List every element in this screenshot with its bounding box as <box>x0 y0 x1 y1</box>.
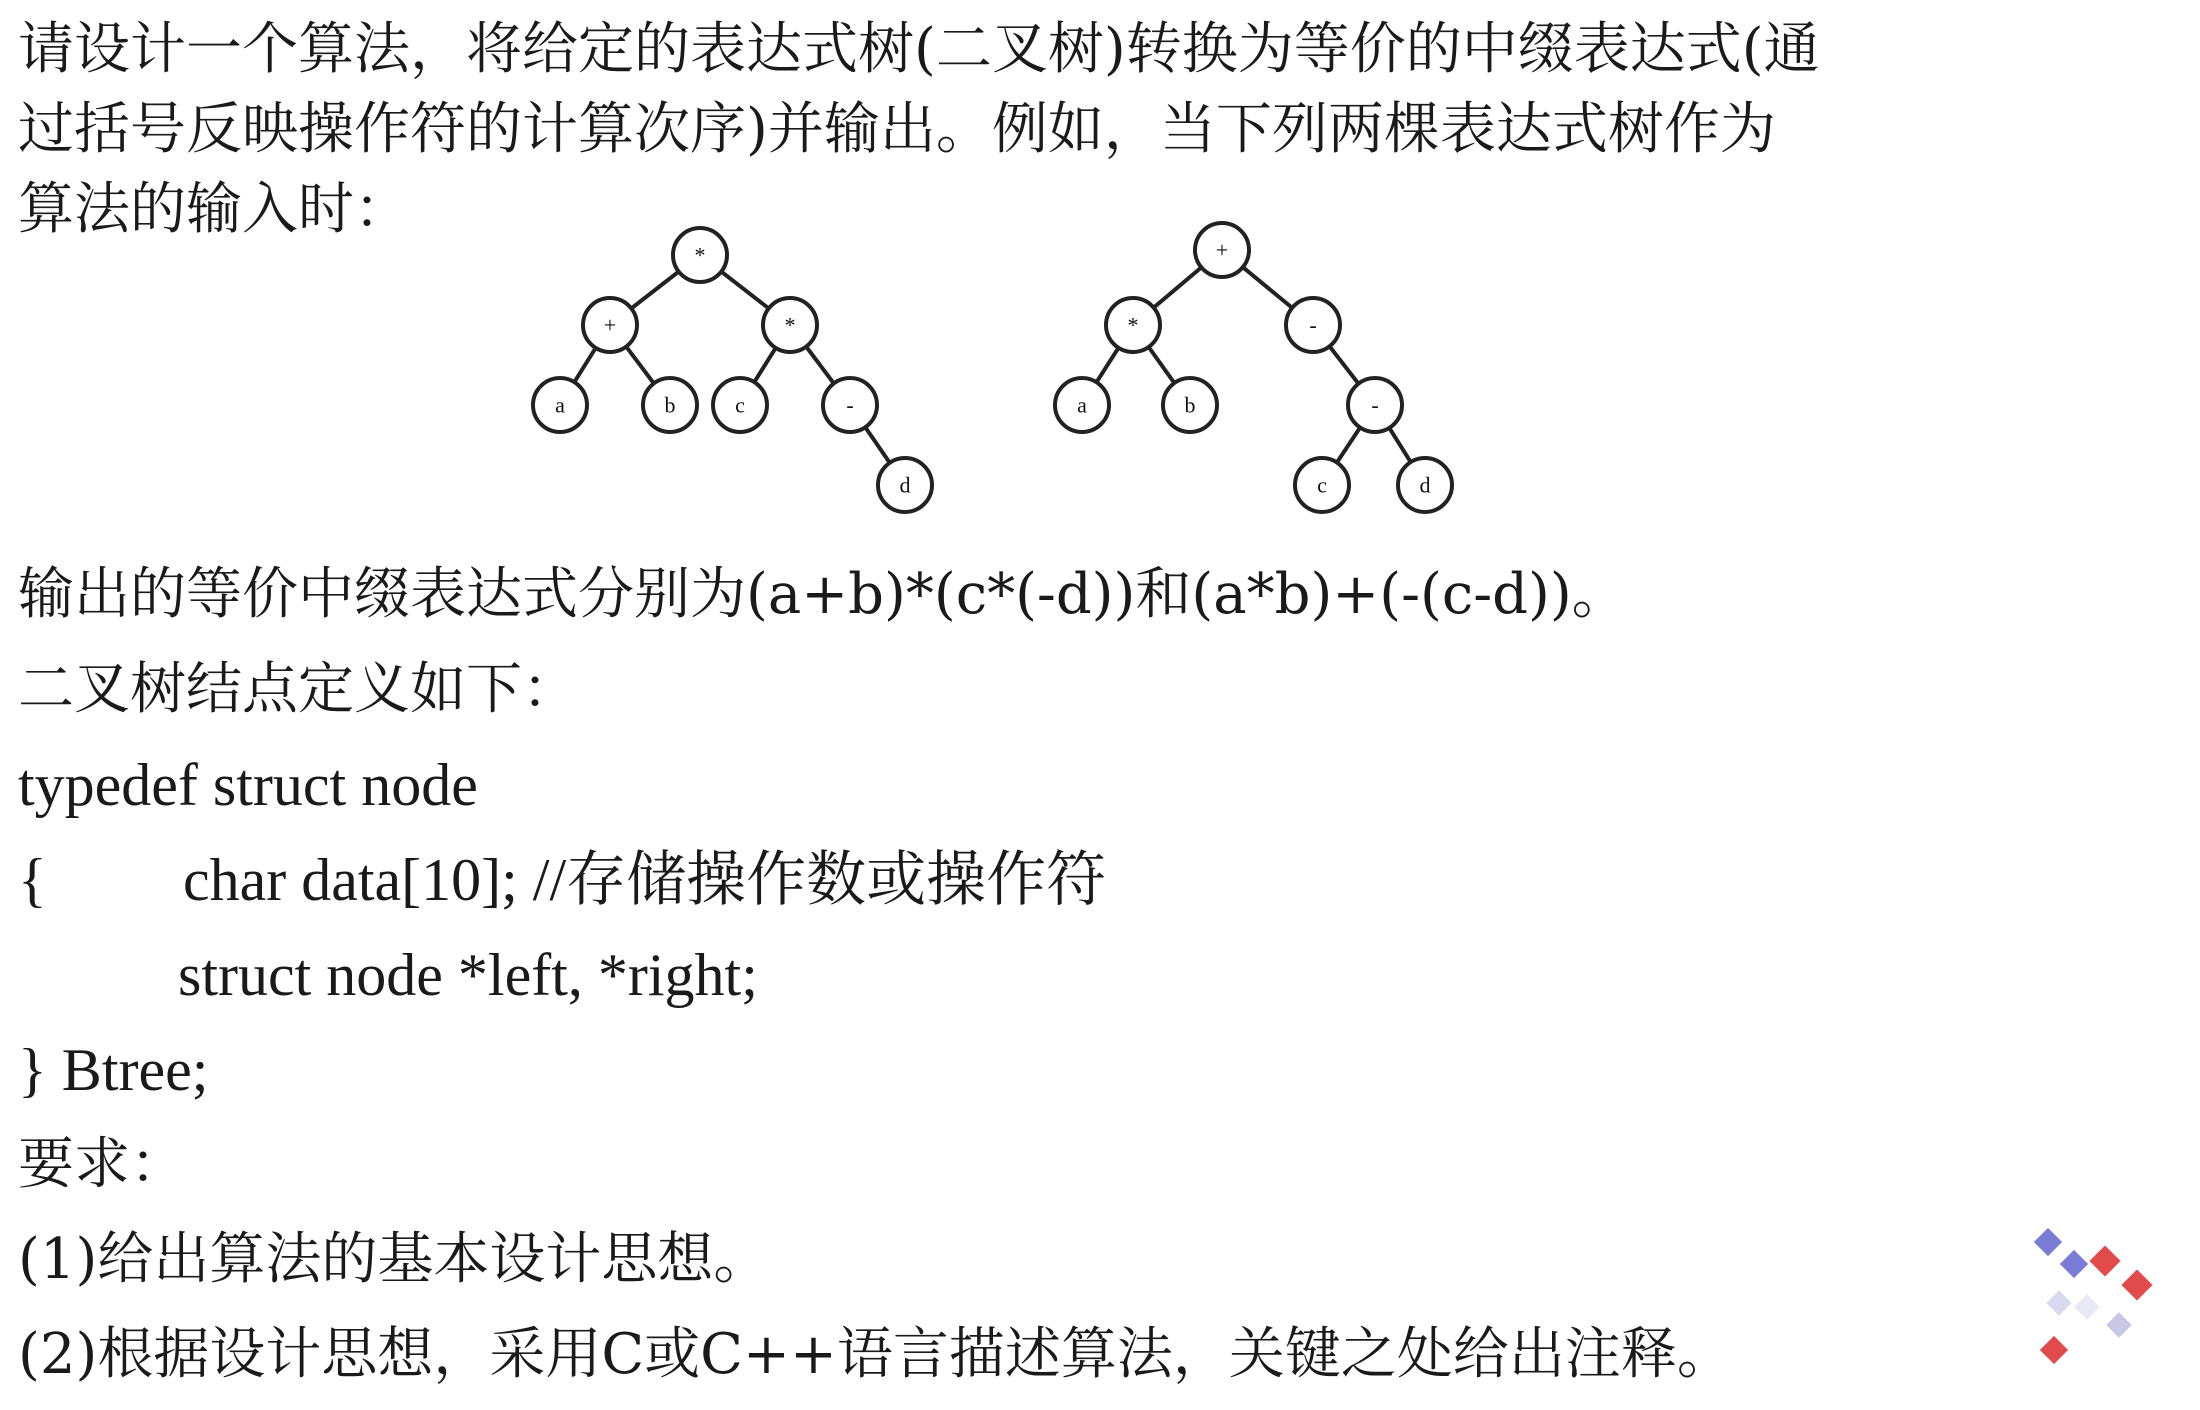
code-brace-open: { <box>18 847 47 913</box>
requirements-heading: 要求： <box>18 1132 186 1197</box>
code-line-pointer-fields <box>18 935 758 1015</box>
question-line-2: 过括号反映操作符的计算次序)并输出。例如，当下列两棵表达式树作为 <box>18 97 1776 162</box>
svg-text:+: + <box>1215 237 1229 263</box>
svg-text:*: * <box>784 312 796 338</box>
tree1-node-a <box>533 378 587 432</box>
tree2-node-a <box>1055 378 1109 432</box>
code-pointer-fields-text: struct node *left, *right; <box>178 942 758 1008</box>
svg-text:c: c <box>1317 472 1327 498</box>
question-line-3: 算法的输入时： <box>18 177 410 242</box>
question-line-1: 请设计一个算法，将给定的表达式树(二叉树)转换为等价的中缀表达式(通 <box>18 17 1820 82</box>
svg-text:c: c <box>735 392 745 418</box>
watermark-logo <box>2020 1220 2180 1380</box>
tree2-node-b <box>1163 378 1217 432</box>
svg-text:-: - <box>1309 312 1317 338</box>
svg-text:-: - <box>1371 392 1379 418</box>
tree1-node-mul <box>763 298 817 352</box>
svg-text:d: d <box>899 472 911 498</box>
svg-text:b: b <box>664 392 676 418</box>
requirement-2: (2)根据设计思想，采用C或C++语言描述算法，关键之处给出注释。 <box>18 1322 1733 1387</box>
tree2-node-c <box>1295 458 1349 512</box>
tree1-node-c <box>713 378 767 432</box>
svg-text:a: a <box>555 392 565 418</box>
tree2-node-neg <box>1286 298 1340 352</box>
tree1-node-root <box>673 228 727 282</box>
tree1-node-b <box>643 378 697 432</box>
svg-text:a: a <box>1077 392 1087 418</box>
svg-text:d: d <box>1419 472 1431 498</box>
code-data-field-text: char data[10]; //存储操作数或操作符 <box>183 847 1107 913</box>
tree1-node-neg <box>823 378 877 432</box>
expression-tree-2 <box>1055 223 1452 512</box>
tree2-node-sub <box>1348 378 1402 432</box>
code-line-typedef: typedef struct node <box>18 752 478 818</box>
svg-text:*: * <box>694 242 706 268</box>
tree2-node-root <box>1195 223 1249 277</box>
code-line-data-field <box>18 840 1106 920</box>
svg-text:+: + <box>603 312 617 338</box>
expression-tree-1 <box>533 228 932 512</box>
svg-text:*: * <box>1127 312 1139 338</box>
requirement-1: (1)给出算法的基本设计思想。 <box>18 1227 770 1292</box>
tree2-node-mul <box>1106 298 1160 352</box>
tree1-node-plus <box>583 298 637 352</box>
code-line-closing: } Btree; <box>18 1037 209 1103</box>
tree1-node-d <box>878 458 932 512</box>
svg-text:b: b <box>1184 392 1196 418</box>
svg-text:-: - <box>846 392 854 418</box>
node-definition-heading: 二叉树结点定义如下： <box>18 657 578 722</box>
output-expression-line: 输出的等价中缀表达式分别为(a+b)*(c*(-d))和(a*b)+(-(c-d))。 <box>18 562 1628 627</box>
tree2-node-d <box>1398 458 1452 512</box>
